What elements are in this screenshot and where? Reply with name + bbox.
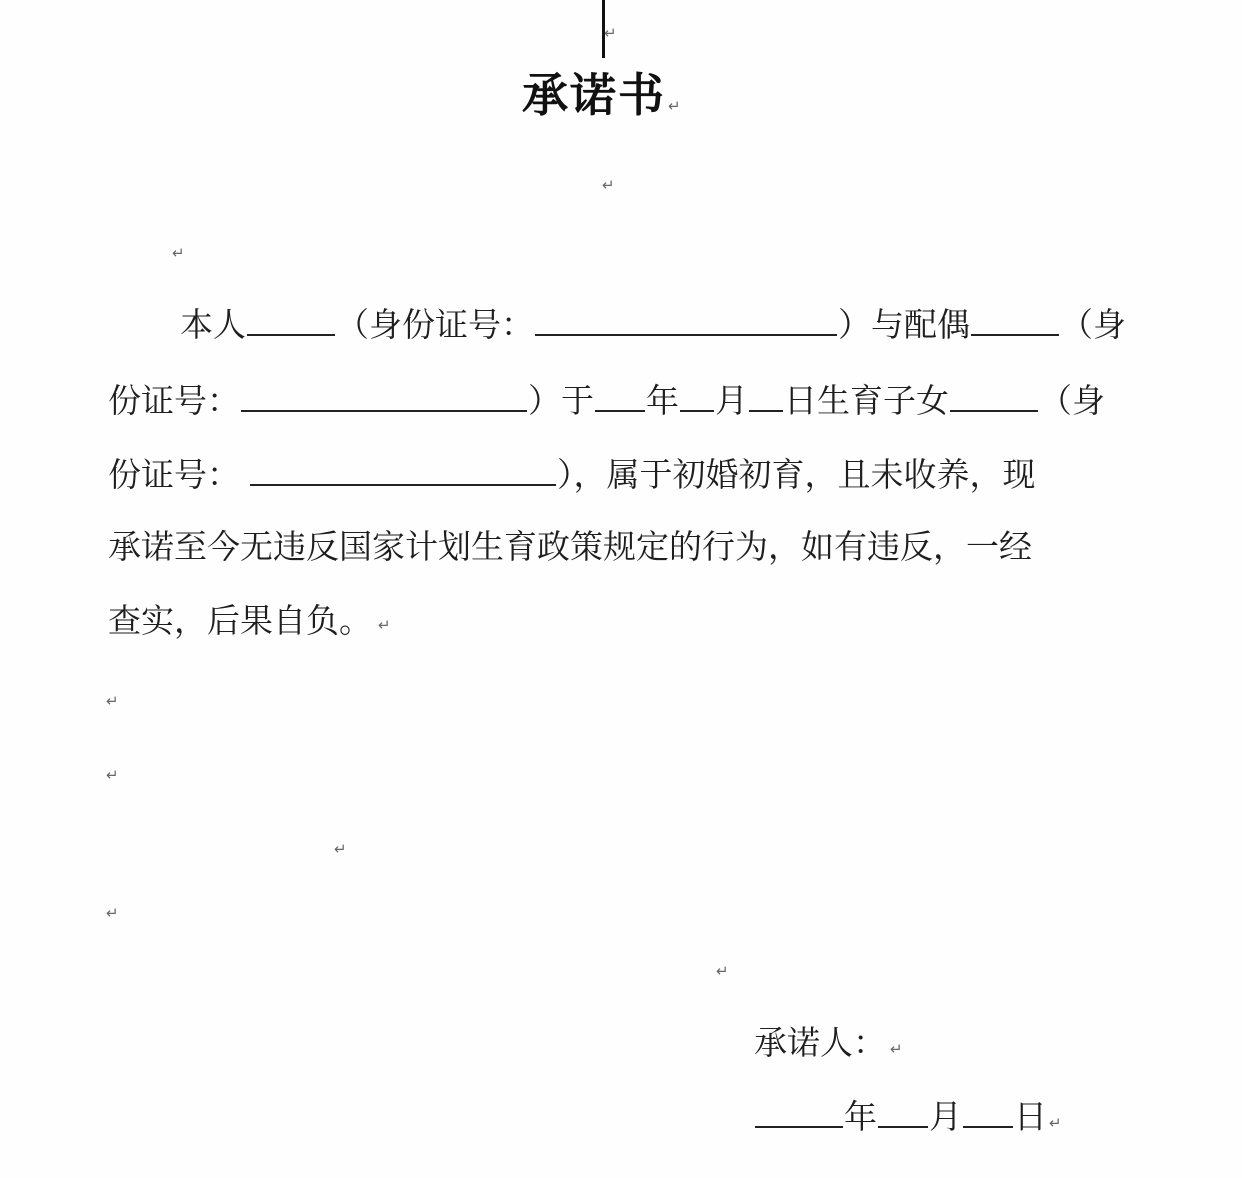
body-line-5 — [108, 601, 391, 640]
text-segment: 月 — [715, 381, 748, 420]
text-segment: 本人 — [180, 305, 246, 344]
body-line-4 — [108, 527, 1032, 566]
signatory-label: 承诺人： — [754, 1023, 886, 1062]
paragraph-mark: ↵ — [668, 97, 683, 115]
document-title — [522, 68, 683, 122]
paragraph-mark: ↵ — [1049, 1114, 1062, 1132]
blank-birth-day[interactable] — [749, 382, 783, 412]
paragraph-mark: ↵ — [334, 840, 347, 858]
text-segment: ）于 — [528, 381, 594, 420]
blank-child-name[interactable] — [950, 382, 1038, 412]
paragraph-mark: ↵ — [378, 616, 391, 634]
text-segment: （身份证号： — [336, 305, 534, 344]
signature-date-line — [754, 1097, 1062, 1136]
blank-birth-month[interactable] — [680, 382, 714, 412]
blank-spouse-id-number[interactable] — [241, 382, 527, 412]
blank-sign-day[interactable] — [963, 1098, 1013, 1128]
date-year-label: 年 — [844, 1097, 877, 1136]
paragraph-mark: ↵ — [106, 904, 119, 922]
body-line-3 — [108, 455, 1036, 494]
text-segment: （身 — [1060, 305, 1126, 344]
blank-spouse-name[interactable] — [971, 306, 1059, 336]
text-segment: ），属于初婚初育，且未收养，现 — [557, 455, 1036, 494]
text-segment: 份证号： — [108, 381, 240, 420]
paragraph-mark: ↵ — [106, 692, 119, 710]
date-day-label: 日 — [1014, 1097, 1047, 1136]
body-line-1 — [180, 305, 1126, 344]
blank-child-id-number[interactable] — [250, 456, 556, 486]
text-segment: 查实，后果自负。 — [108, 601, 372, 640]
paragraph-mark: ↵ — [172, 244, 185, 262]
text-segment: ）与配偶 — [838, 305, 970, 344]
paragraph-mark: ↵ — [716, 962, 729, 980]
paragraph-mark: ↵ — [604, 24, 617, 42]
text-segment: （身 — [1039, 381, 1105, 420]
date-month-label: 月 — [929, 1097, 962, 1136]
paragraph-mark: ↵ — [106, 766, 119, 784]
blank-sign-year[interactable] — [755, 1098, 843, 1128]
signature-line — [754, 1023, 903, 1062]
text-segment: 日生育子女 — [784, 381, 949, 420]
blank-birth-year[interactable] — [595, 382, 645, 412]
text-segment: 份证号： — [108, 455, 240, 494]
blank-id-number[interactable] — [535, 306, 837, 336]
title-text: 承诺书 — [522, 68, 666, 122]
text-segment: 承诺至今无违反国家计划生育政策规定的行为，如有违反，一经 — [108, 527, 1032, 566]
body-line-2 — [108, 381, 1105, 420]
blank-name[interactable] — [247, 306, 335, 336]
paragraph-mark: ↵ — [602, 176, 615, 194]
text-segment: 年 — [646, 381, 679, 420]
paragraph-mark: ↵ — [890, 1040, 903, 1058]
blank-sign-month[interactable] — [878, 1098, 928, 1128]
